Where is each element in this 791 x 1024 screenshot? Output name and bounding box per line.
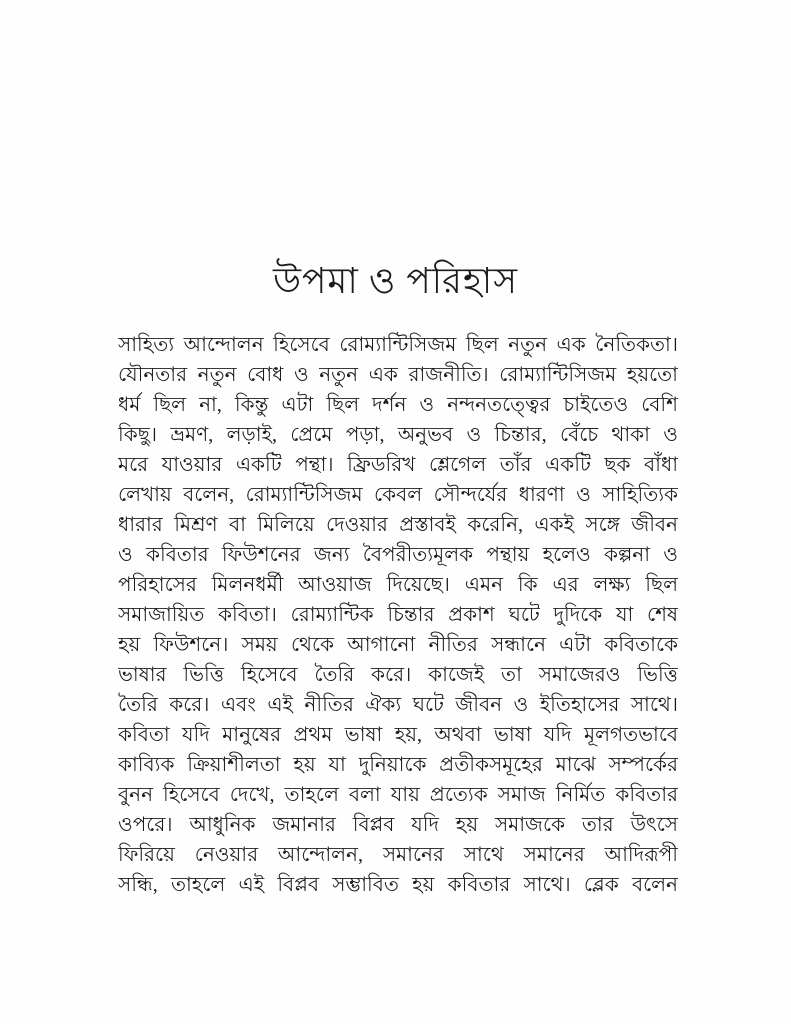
text-line: যৌনতার নতুন বোধ ও নতুন এক রাজনীতি। রোম্যান্টিসিজম হয়তো (118, 364, 678, 386)
text-line: তৈরি করে। এবং এই নীতির ঐক্য ঘটে জীবন ও ইতিহাসের সাথে। (118, 694, 678, 716)
text-line: ধর্ম ছিল না, কিন্তু এটা ছিল দর্শন ও নন্দনতত্ত্বের চাইতেও বেশি (118, 394, 678, 416)
text-line: ও কবিতার ফিউশনের জন্য বৈপরীত্যমূলক পন্থায় হলেও কল্পনা ও (118, 544, 678, 566)
text-line: ওপরে। আধুনিক জমানার বিপ্লব যদি হয় সমাজকে তার উৎসে (118, 814, 678, 836)
text-line: পরিহাসের মিলনধর্মী আওয়াজ দিয়েছে। এমন কি এর লক্ষ্য ছিল (118, 574, 678, 596)
text-line: সমাজায়িত কবিতা। রোম্যান্টিক চিন্তার প্রকাশ ঘটে দুদিকে যা শেষ (118, 604, 678, 626)
text-line: লেখায় বলেন, রোম্যান্টিসিজম কেবল সৌন্দর্যের ধারণা ও সাহিত্যিক (118, 484, 678, 506)
text-line: মরে যাওয়ার একটি পন্থা। ফ্রিডরিখ শ্লেগেল তাঁর একটি ছক বাঁধা (118, 454, 678, 476)
text-line: ভাষার ভিত্তি হিসেবে তৈরি করে। কাজেই তা সমাজেরও ভিত্তি (118, 664, 678, 686)
text-line: ফিরিয়ে নেওয়ার আন্দোলন, সমানের সাথে সমানের আদিরূপী (118, 844, 678, 866)
body-text-block (118, 330, 678, 900)
page-title: উপমা ও পরিহাস (272, 261, 519, 301)
text-line: বুনন হিসেবে দেখে, তাহলে বলা যায় প্রত্যেক সমাজ নির্মিত কবিতার (118, 784, 678, 806)
text-line: কবিতা যদি মানুষের প্রথম ভাষা হয়, অথবা ভাষা যদি মূলগতভাবে (118, 724, 678, 746)
text-line: কিছু। ভ্রমণ, লড়াই, প্রেমে পড়া, অনুভব ও চিন্তার, বেঁচে থাকা ও (118, 424, 678, 446)
text-line: হয় ফিউশনে। সময় থেকে আগানো নীতির সন্ধানে এটা কবিতাকে (118, 634, 678, 656)
text-line: সন্ধি, তাহলে এই বিপ্লব সম্ভাবিত হয় কবিতার সাথে। ব্লেক বলেন (118, 874, 678, 896)
text-line: সাহিত্য আন্দোলন হিসেবে রোম্যান্টিসিজম ছিল নতুন এক নৈতিকতা। (118, 334, 678, 356)
text-line: কাব্যিক ক্রিয়াশীলতা হয় যা দুনিয়াকে প্রতীকসমূহের মাঝে সম্পর্কের (118, 754, 678, 776)
text-line: ধারার মিশ্রণ বা মিলিয়ে দেওয়ার প্রস্তাবই করেনি, একই সঙ্গে জীবন (118, 514, 678, 536)
